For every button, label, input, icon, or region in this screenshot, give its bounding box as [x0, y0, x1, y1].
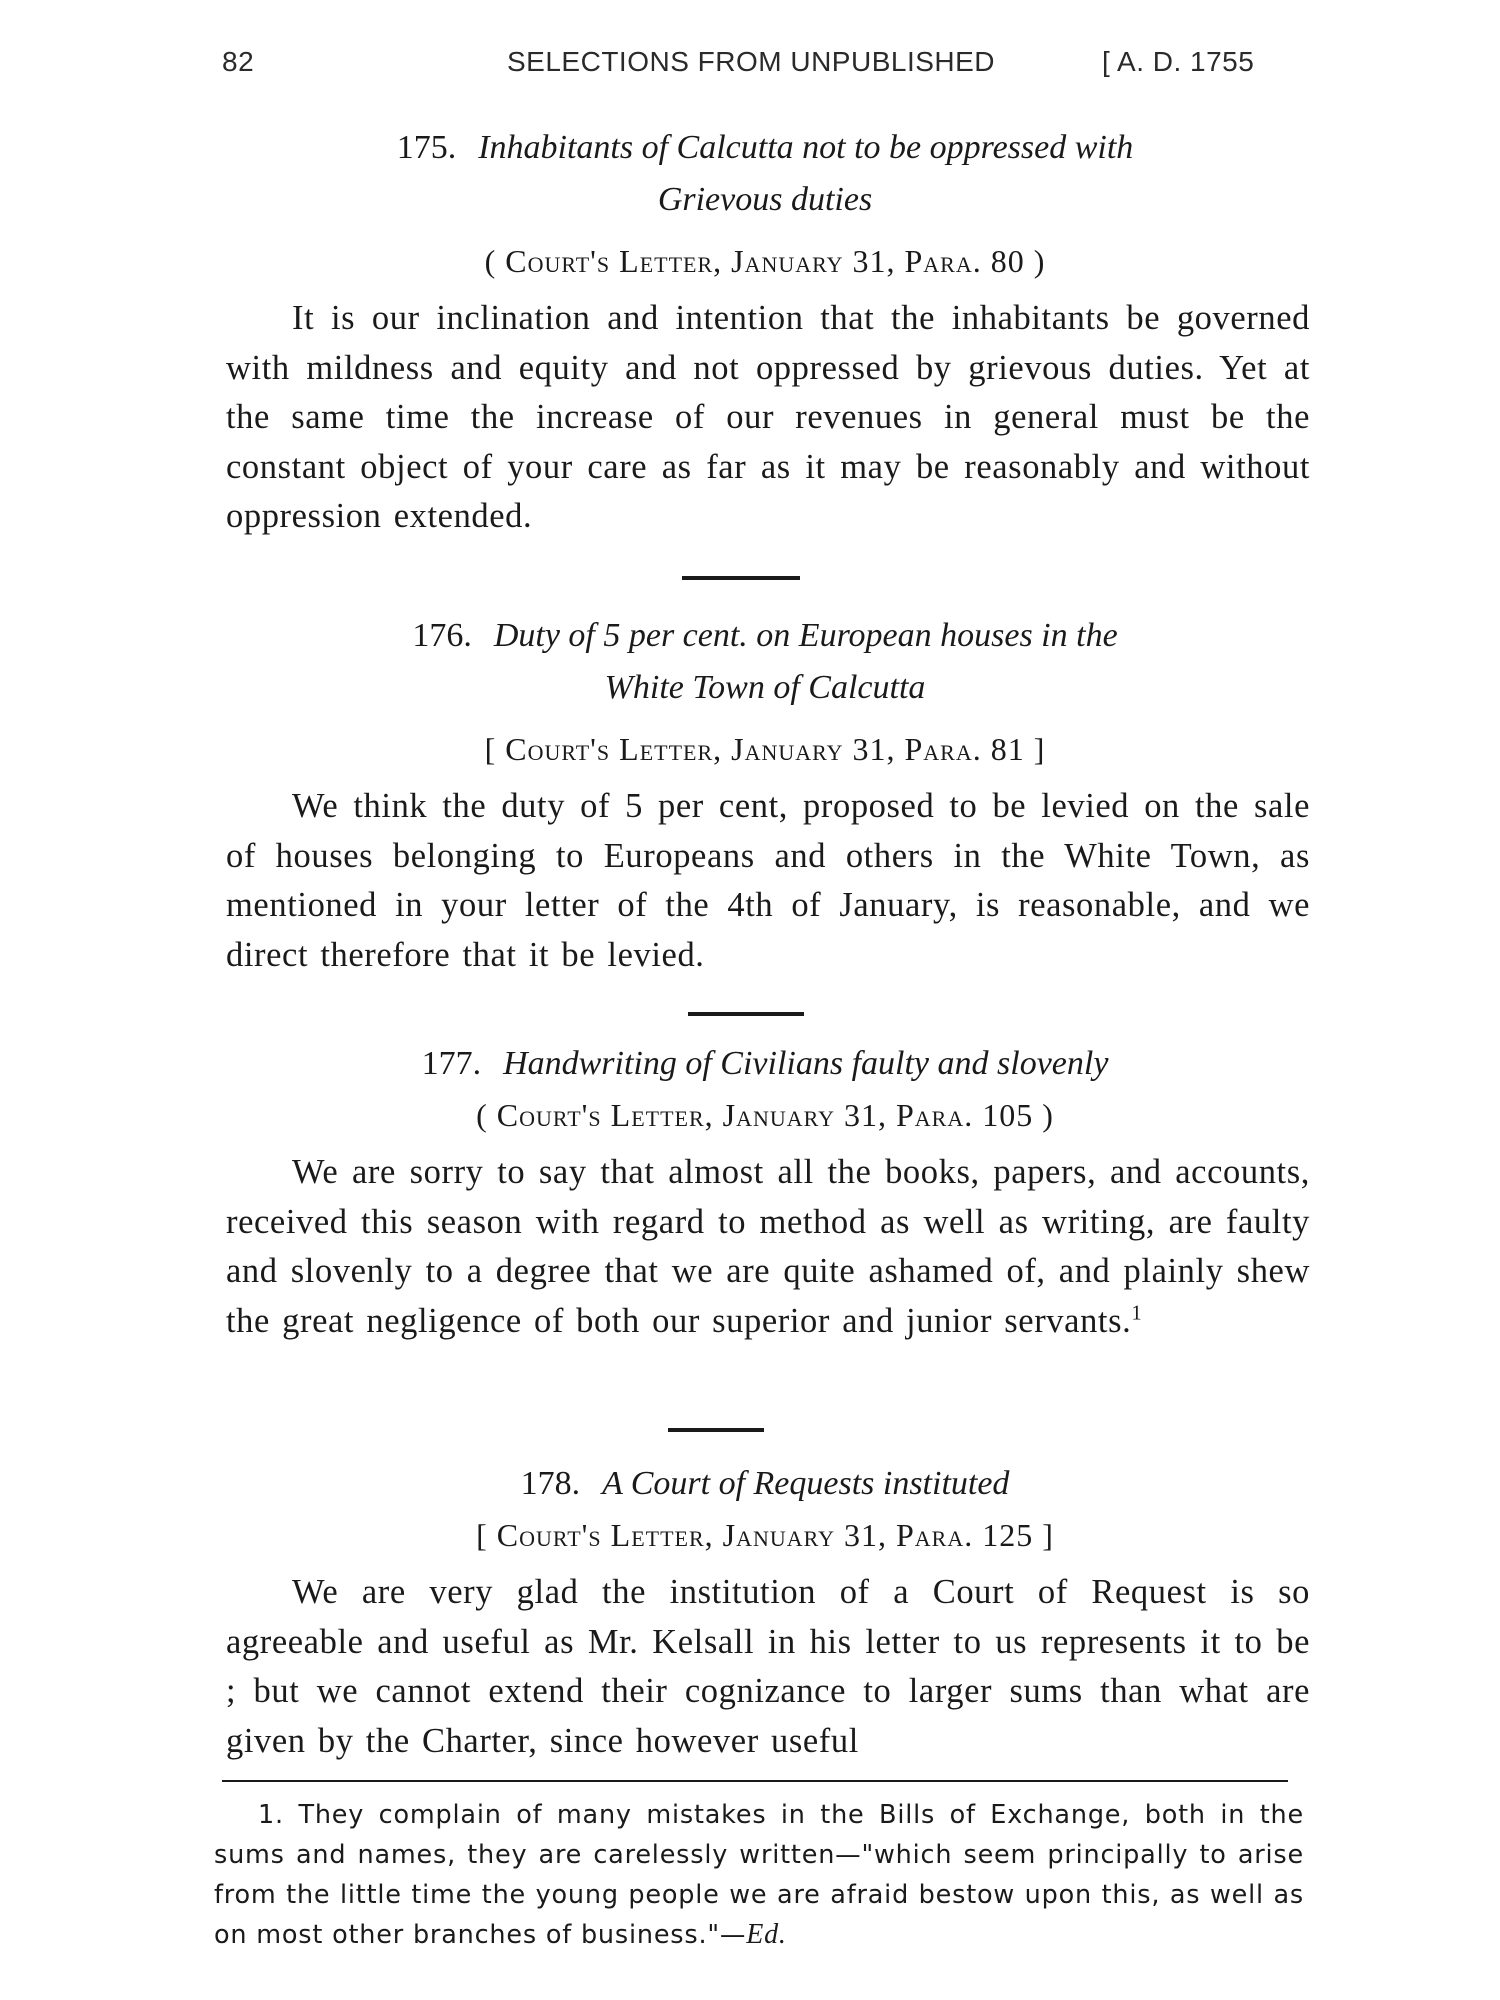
section-175-body: It is our inclination and intention that the inhabitants be governed with mildness and equity and not oppressed by grievous duties. Yet at the same time the increase of our revenues in general must be the constant object of your care as far as it may be reasonably and without oppression extended. [226, 299, 1310, 535]
section-title-line1: Handwriting of Civilians faulty and slovenly [503, 1045, 1109, 1082]
section-title-line2: White Town of Calcutta [604, 669, 926, 706]
editor-mark: Ed. [746, 1919, 787, 1950]
running-head-date: [ A. D. 1755 [1102, 46, 1255, 77]
section-title-line1: A Court of Requests instituted [602, 1465, 1010, 1502]
section-title-line1: Inhabitants of Calcutta not to be oppressed with [478, 129, 1134, 166]
running-head-title: SELECTIONS FROM UNPUBLISHED [507, 46, 996, 77]
section-177-body: We are sorry to say that almost all the books, papers, and accounts, received this season with regard to method as well as writing, are faulty and slovenly to a degree that we are quite ashamed of, and plainly shew the great negligence of both our superior and junior servants.$^1$ [226, 1153, 1310, 1340]
section-176-body: We think the duty of 5 per cent, proposed to be levied on the sale of houses belonging to Europeans and others in the White Town, as mentioned in your letter of the 4th of January, is reasonable, and we direct therefore that it be levied. [226, 787, 1310, 974]
running-head [222, 46, 1322, 86]
section-175-heading [230, 122, 1300, 226]
section-177-citation: ( Court's Letter, January 31, Para. 105 ) [476, 1097, 1054, 1133]
section-177-heading [230, 1038, 1300, 1090]
section-number: 177. [421, 1045, 482, 1082]
footnote: 1. They complain of many mistakes in the Bills of Exchange, both in the sums and names, they are carelessly written—"which seem principally to arise from the little time the young people we are afraid bestow upon this, as well as on most other branches of business."—Ed. [214, 1800, 1304, 1950]
section-176-citation: [ Court's Letter, January 31, Para. 81 ] [484, 731, 1046, 767]
section-178-heading [230, 1458, 1300, 1510]
section-title-line1: Duty of 5 per cent. on European houses in the [493, 617, 1118, 654]
footnote-reference: 1 [1131, 1302, 1143, 1324]
footnote-rule [222, 1780, 1288, 1782]
section-175-citation: ( Court's Letter, January 31, Para. 80 ) [484, 243, 1046, 279]
section-divider [682, 576, 800, 580]
section-divider [668, 1428, 764, 1432]
page-number: 82 [222, 46, 255, 77]
section-number: 178. [520, 1465, 581, 1502]
section-number: 176. [412, 617, 472, 654]
section-divider [688, 1012, 804, 1016]
section-178-citation: [ Court's Letter, January 31, Para. 125 ] [476, 1517, 1054, 1553]
section-178-body: We are very glad the institution of a Court of Request is so agreeable and useful as Mr. Kelsall in his letter to us represents it to be ; but we cannot extend their cognizance to larger sums than what are given by the Charter, since however useful [226, 1573, 1310, 1760]
section-number: 175. [396, 129, 457, 166]
section-176-heading [230, 610, 1300, 714]
section-title-line2: Grievous duties [657, 181, 873, 218]
